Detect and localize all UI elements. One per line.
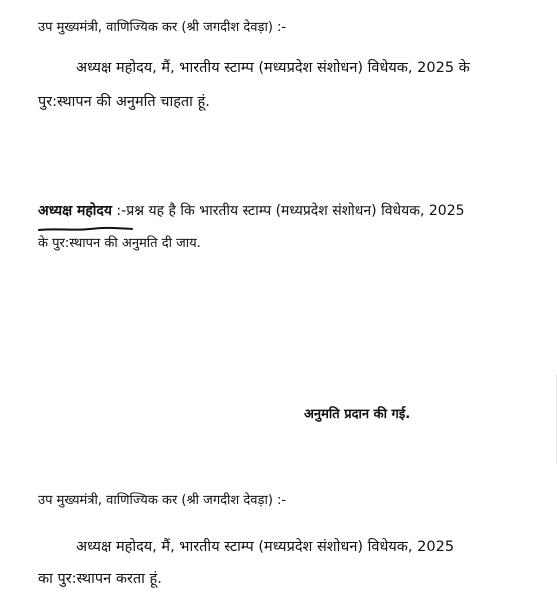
statement-2-line-1: अध्यक्ष महोदय, मैं, भारतीय स्टाम्प (मध्यप्रदेश संशोधन) विधेयक, 2025 bbox=[76, 539, 455, 555]
speaker-question-line-2: के पुर:स्थापन की अनुमति दी जाय. bbox=[38, 236, 201, 251]
handwritten-underline bbox=[38, 226, 133, 232]
speaker-question-line-1 bbox=[38, 204, 465, 218]
speaker-heading-1: उप मुख्यमंत्री, वाणिज्यिक कर (श्री जगदीश देवड़ा) :- bbox=[38, 20, 287, 35]
speaker-heading-2: उप मुख्यमंत्री, वाणिज्यिक कर (श्री जगदीश देवड़ा) :- bbox=[38, 493, 287, 508]
statement-1-line-1: अध्यक्ष महोदय, मैं, भारतीय स्टाम्प (मध्यप्रदेश संशोधन) विधेयक, 2025 के bbox=[76, 60, 470, 76]
speaker-name: अध्यक्ष महोदय bbox=[38, 203, 112, 219]
permission-result: अनुमति प्रदान की गई. bbox=[304, 407, 411, 422]
statement-1-line-2: पुर:स्थापन की अनुमति चाहता हूं. bbox=[38, 94, 210, 110]
statement-2-line-2: का पुर:स्थापन करता हूं. bbox=[38, 571, 162, 587]
question-text: :-प्रश्न यह है कि भारतीय स्टाम्प (मध्यप्रदेश संशोधन) विधेयक, 2025 bbox=[111, 203, 465, 219]
